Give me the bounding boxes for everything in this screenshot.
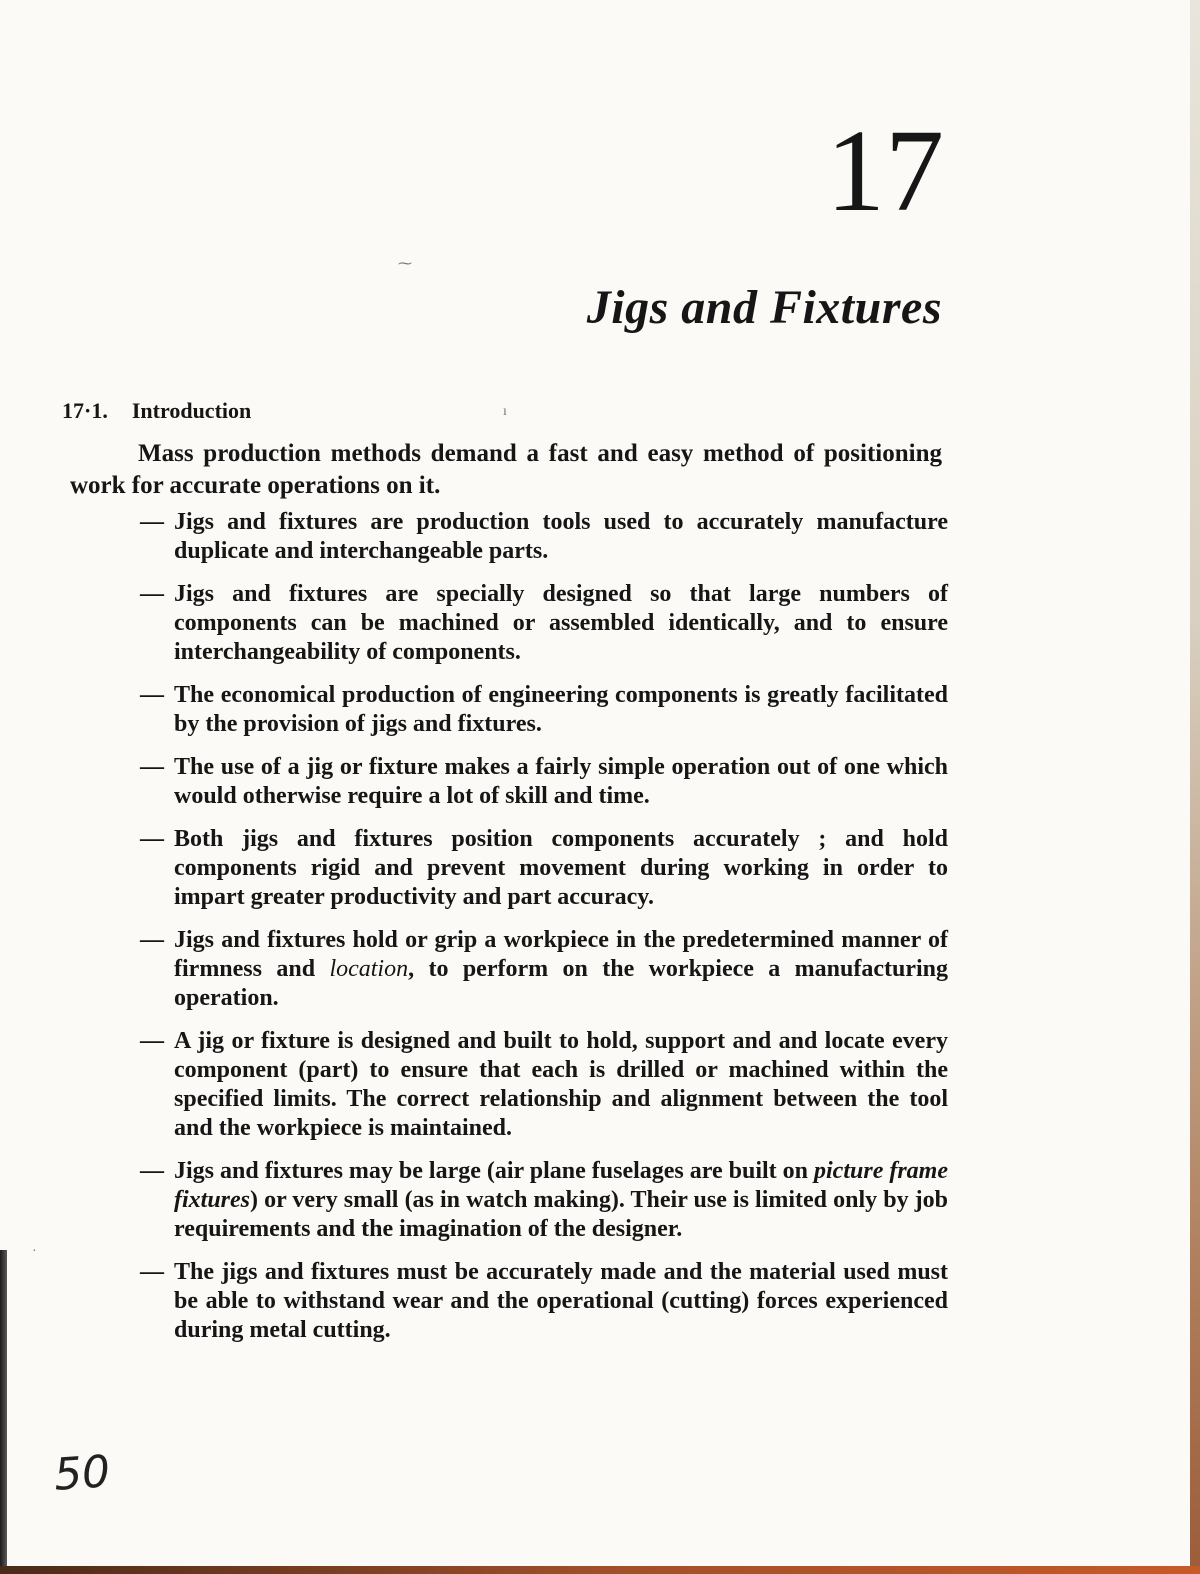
section-number: 17·1.	[62, 398, 108, 423]
bullet-item	[140, 926, 948, 1013]
italic-term: picture frame fixtures	[174, 1158, 948, 1213]
bullet-dash: —	[140, 682, 164, 708]
bullet-dash: —	[140, 581, 164, 607]
scan-speck: ·	[32, 1244, 37, 1259]
bullet-text: The economical production of engineering components is greatly facilitated by the provision of jigs and fixtures.	[174, 682, 948, 737]
bullet-dash: —	[140, 1158, 164, 1184]
handwritten-page-number: 50	[52, 1446, 112, 1501]
scan-speck: ⁓	[398, 257, 412, 272]
bullet-text: A jig or fixture is designed and built to hold, support and and locate every component (part) to ensure that each is drilled or machined within the specified limits. The correct relationship and alignment between the tool and the workpiece is maintained.	[174, 1028, 948, 1141]
bullet-dash: —	[140, 754, 164, 780]
bullet-dash: —	[140, 1028, 164, 1054]
bullet-item	[140, 1258, 948, 1345]
bullet-item	[140, 681, 948, 739]
bullet-text: Jigs and fixtures are production tools used to accurately manufacture duplicate and interchangeable parts.	[174, 509, 948, 564]
bullet-list	[140, 508, 948, 1359]
bullet-text-part: Jigs and fixtures hold or grip a workpiece in the predetermined manner of firmness and	[174, 927, 948, 982]
bullet-dash: —	[140, 1259, 164, 1285]
bullet-text	[174, 926, 948, 1013]
chapter-number: 17	[826, 105, 944, 236]
page-bottom-shadow	[0, 1566, 1200, 1574]
bullet-item	[140, 753, 948, 811]
bullet-text: Both jigs and fixtures position components accurately ; and hold components rigid and prevent movement during working in order to impart greater productivity and part accuracy.	[174, 826, 948, 910]
bullet-dash: —	[140, 826, 164, 852]
scan-speck: ı	[503, 404, 507, 419]
bullet-dash: —	[140, 509, 164, 535]
intro-paragraph: Mass production methods demand a fast and easy method of positioning work for accurate operations on it.	[70, 440, 942, 499]
chapter-title: Jigs and Fixtures	[586, 281, 942, 334]
section-heading	[62, 398, 251, 424]
bullet-item	[140, 1027, 948, 1143]
bullet-text: Jigs and fixtures are specially designed so that large numbers of components can be machined or assembled identically, and to ensure interchangeability of components.	[174, 581, 948, 665]
bullet-item	[140, 825, 948, 912]
italic-term: location	[329, 956, 409, 982]
bullet-text-part: Jigs and fixtures may be large (air plane fuselages are built on	[174, 1158, 815, 1184]
bullet-text: The use of a jig or fixture makes a fairly simple operation out of one which would otherwise require a lot of skill and time.	[174, 754, 948, 809]
page-edge-shadow	[1190, 0, 1200, 1574]
section-title: Introduction	[131, 398, 252, 423]
page-binding-shadow	[0, 1250, 7, 1574]
bullet-text-part: , to perform on the workpiece a manufacturing operation.	[174, 956, 948, 1011]
bullet-text: The jigs and fixtures must be accurately made and the material used must be able to withstand wear and the operational (cutting) forces experienced during metal cutting.	[174, 1259, 948, 1343]
bullet-text	[174, 1157, 948, 1244]
bullet-item	[140, 580, 948, 667]
bullet-dash: —	[140, 927, 164, 953]
bullet-item	[140, 1157, 948, 1244]
bullet-item	[140, 508, 948, 566]
bullet-text-part: ) or very small (as in watch making). Their use is limited only by job requirements and the imagination of the designer.	[174, 1187, 948, 1242]
